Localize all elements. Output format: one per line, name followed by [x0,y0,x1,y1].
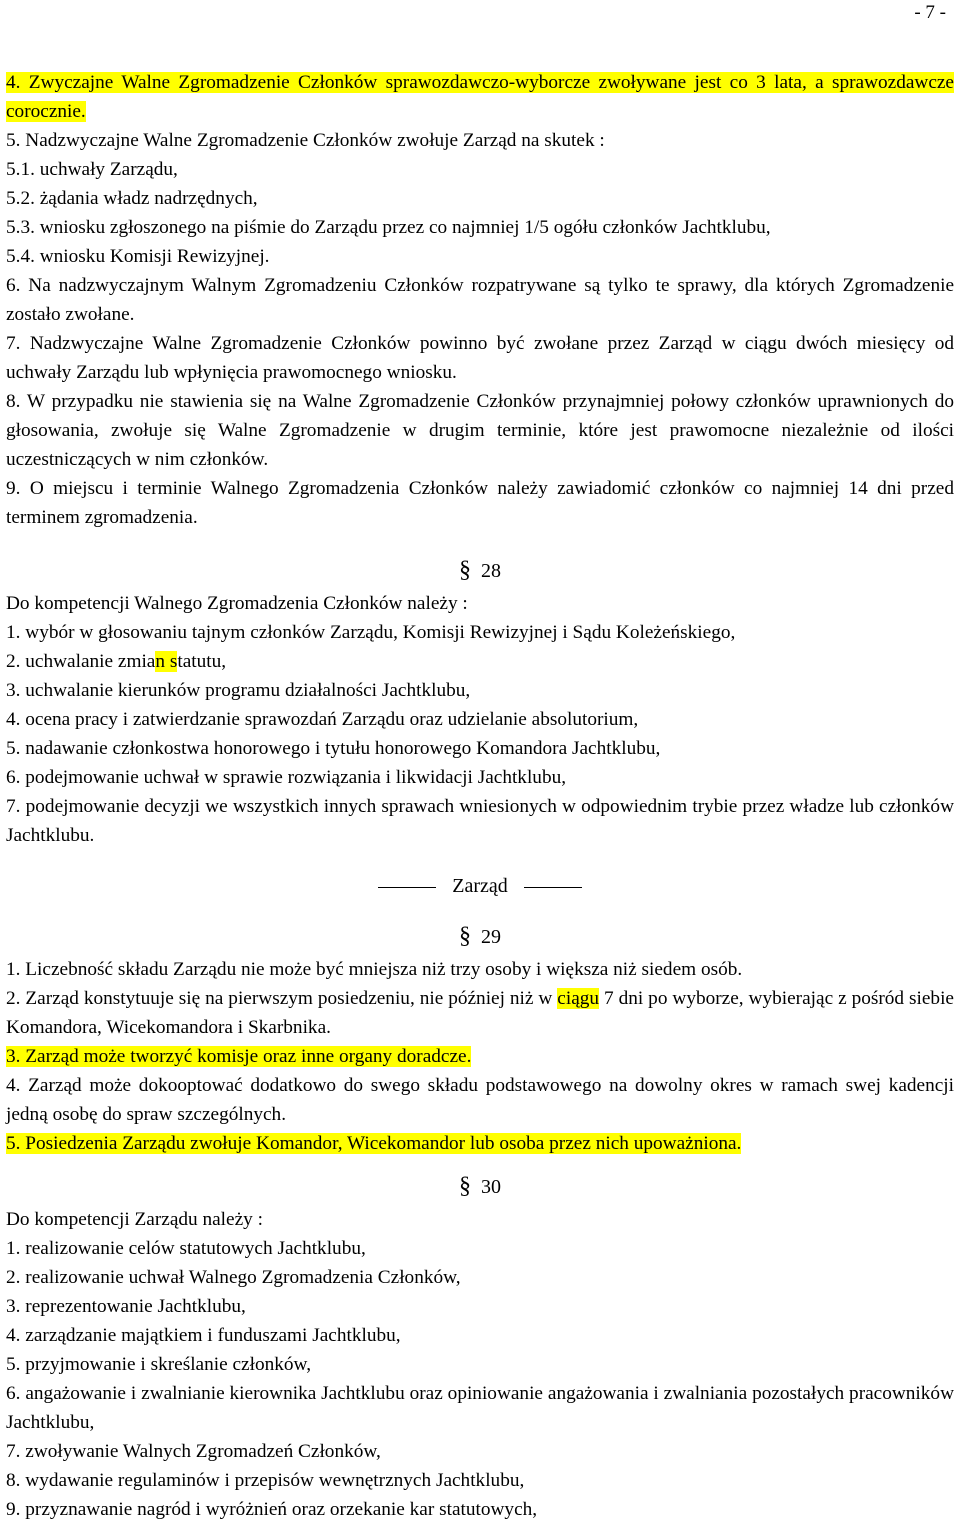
paragraph-5-3: 5.3. wniosku zgłoszonego na piśmie do Zarządu przez co najmniej 1/5 ogółu członków Jachtklubu, [6,217,771,238]
s29-item-1: 1. Liczebność składu Zarządu nie może być mniejsza niż trzy osoby i większa niż siedem osób. [6,959,743,980]
s28-item-5: 5. nadawanie członkostwa honorowego i tytułu honorowego Komandora Jachtklubu, [6,738,661,759]
paragraph-6: 6. Na nadzwyczajnym Walnym Zgromadzeniu Członków rozpatrywane są tylko te sprawy, dla których Zgromadzenie zostało zwołane. [6,275,954,325]
s30-item-5: 5. przyjmowanie i skreślanie członków, [6,1354,312,1375]
s30-item-1: 1. realizowanie celów statutowych Jachtklubu, [6,1238,366,1259]
highlighted-text: ciągu [557,988,600,1009]
s30-item-8: 8. wydawanie regulaminów i przepisów wewnętrznych Jachtklubu, [6,1470,525,1491]
section-symbol: § [459,923,471,949]
s29-item-3 [6,1042,954,1071]
section-number: 28 [481,560,501,582]
s30-item-6: 6. angażowanie i zwalnianie kierownika Jachtklubu oraz opiniowanie angażowania i zwalniania pozostałych pracowników Jachtklubu, [6,1383,954,1433]
highlighted-text: 5. Posiedzenia Zarządu zwołuje Komandor, Wicekomandor lub osoba przez nich upoważniona. [6,1133,742,1154]
heading-text: Zarząd [452,875,508,897]
paragraph-5-1: 5.1. uchwały Zarządu, [6,159,178,180]
s28-item-2 [6,647,954,676]
paragraph-5-2: 5.2. żądania władz nadrzędnych, [6,188,258,209]
section-29-heading [6,918,954,955]
s30-item-4: 4. zarządzanie majątkiem i funduszami Jachtklubu, [6,1325,401,1346]
s29-item-2-text-end: 7 dni po wyborze, wybierając z pośród siebie Komandora, Wicekomandora i Skarbnika. [6,988,954,1038]
s29-item-2 [6,984,954,1042]
s28-item-2-text: 2. uchwalanie zmia [6,651,156,672]
paragraph-4 [6,68,954,126]
page-number: - 7 - [914,2,946,23]
paragraph-7: 7. Nadzwyczajne Walne Zgromadzenie Członków powinno być zwołane przez Zarząd w ciągu dwóch miesięcy od uchwały Zarządu lub wpłynięcia prawomocnego wniosku. [6,333,954,383]
s28-item-6: 6. podejmowanie uchwał w sprawie rozwiązania i likwidacji Jachtklubu, [6,767,567,788]
s29-item-2-text: 2. Zarząd konstytuuje się na pierwszym posiedzeniu, nie później niż w [6,988,558,1009]
section-number: 29 [481,926,501,948]
paragraph-5-4: 5.4. wniosku Komisji Rewizyjnej. [6,246,270,267]
s28-item-7: 7. podejmowanie decyzji we wszystkich innych sprawach wniesionych w odpowiednim trybie przez władze lub członków Jachtklubu. [6,796,954,846]
heading-dash-left [378,887,436,888]
highlighted-text: n s [155,651,178,672]
paragraph-9: 9. O miejscu i terminie Walnego Zgromadzenia Członków należy zawiadomić członków co najmniej 14 dni przed terminem zgromadzenia. [6,478,954,528]
zarzad-heading [6,864,954,908]
s28-item-1: 1. wybór w głosowaniu tajnym członków Zarządu, Komisji Rewizyjnej i Sądu Koleżeńskiego, [6,622,736,643]
paragraph-5: 5. Nadzwyczajne Walne Zgromadzenie Członków zwołuje Zarząd na skutek : [6,130,605,151]
s29-item-5 [6,1129,954,1158]
highlighted-text: 3. Zarząd może tworzyć komisje oraz inne organy doradcze. [6,1046,472,1067]
s30-intro: Do kompetencji Zarządu należy : [6,1209,263,1230]
paragraph-8: 8. W przypadku nie stawienia się na Walne Zgromadzenie Członków przynajmniej połowy członków uprawnionych do głosowania, zwołuje się Walne Zgromadzenie w drugim terminie, które jest prawomocne niezależnie od ilości uczestniczących w nim członków. [6,391,954,470]
s29-item-4: 4. Zarząd może dokooptować dodatkowo do swego składu podstawowego na dowolny okres w ramach swej kadencji jedną osobę do spraw szczególnych. [6,1075,954,1125]
s28-item-4: 4. ocena pracy i zatwierdzanie sprawozdań Zarządu oraz udzielanie absolutorium, [6,709,639,730]
s28-intro: Do kompetencji Walnego Zgromadzenia Członków należy : [6,593,468,614]
document-body [6,68,954,1524]
s30-item-3: 3. reprezentowanie Jachtklubu, [6,1296,246,1317]
section-28-heading [6,552,954,589]
s28-item-2-text-end: tatutu, [177,651,227,672]
section-30-heading [6,1168,954,1205]
section-number: 30 [481,1176,501,1198]
heading-dash-right [524,887,582,888]
section-symbol: § [459,557,471,583]
section-symbol: § [459,1173,471,1199]
s30-item-2: 2. realizowanie uchwał Walnego Zgromadzenia Członków, [6,1267,461,1288]
s30-item-9: 9. przyznawanie nagród i wyróżnień oraz orzekanie kar statutowych, [6,1499,538,1520]
s28-item-3: 3. uchwalanie kierunków programu działalności Jachtklubu, [6,680,471,701]
highlighted-text: 4. Zwyczajne Walne Zgromadzenie Członków sprawozdawczo-wyborcze zwoływane jest co 3 lata, a sprawozdawcze corocznie. [6,72,954,122]
s30-item-7: 7. zwoływanie Walnych Zgromadzeń Członków, [6,1441,381,1462]
